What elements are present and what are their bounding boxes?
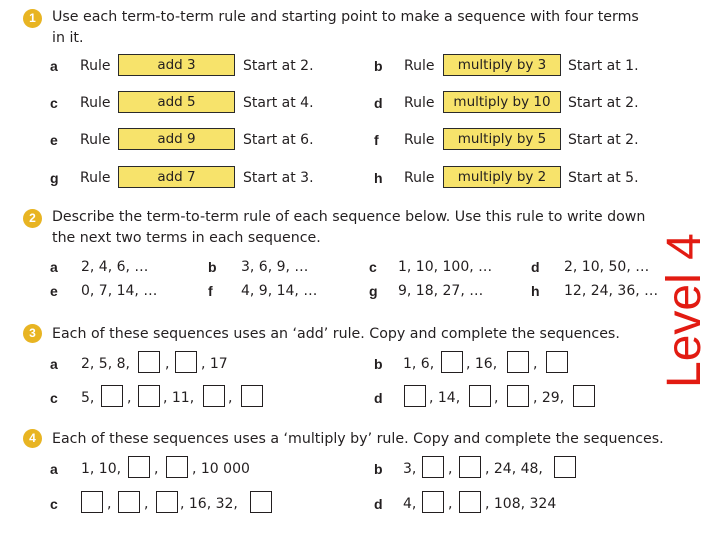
q2-sequence: 9, 18, 27, … (398, 283, 484, 299)
q4-answer-box[interactable] (128, 456, 150, 478)
q4-sequence-text: , 24, 48, (485, 461, 543, 477)
q4-answer-box[interactable] (118, 491, 140, 513)
q3-sequence-text: , 11, (163, 390, 195, 406)
q1-item-label: h (374, 170, 383, 186)
q4-answer-box[interactable] (554, 456, 576, 478)
q3-answer-box[interactable] (546, 351, 568, 373)
q2-item-label: f (208, 283, 213, 299)
q3-sequence-text: , 14, (429, 390, 461, 406)
q4-sequence-text: 4, (403, 496, 417, 512)
q1-rule-word: Rule (404, 132, 435, 148)
q4-item-label: b (374, 461, 383, 477)
q3-answer-box[interactable] (573, 385, 595, 407)
q3-sequence-text: , (165, 356, 170, 372)
q4-sequence-text: , 16, 32, (180, 496, 238, 512)
q3-sequence-text: 2, 5, 8, (81, 356, 130, 372)
q3-sequence-text: 1, 6, (403, 356, 435, 372)
q3-sequence-text: , (494, 390, 499, 406)
q1-start-text: Start at 5. (568, 170, 639, 186)
q2-item-label: b (208, 259, 217, 275)
q3-answer-box[interactable] (404, 385, 426, 407)
q1-start-text: Start at 2. (243, 58, 314, 74)
q3-item-label: d (374, 390, 383, 406)
q1-start-text: Start at 2. (568, 132, 639, 148)
q3-sequence-text: 5, (81, 390, 95, 406)
q1-rule-box: multiply by 5 (443, 128, 561, 150)
question-2-number: 2 (23, 209, 42, 228)
q4-sequence-text: 3, (403, 461, 417, 477)
q2-item-label: d (531, 259, 540, 275)
q1-rule-box: add 5 (118, 91, 235, 113)
q4-sequence-text: , (154, 461, 159, 477)
q1-rule-word: Rule (80, 58, 111, 74)
q2-sequence: 3, 6, 9, … (241, 259, 309, 275)
q3-sequence-text: , 29, (533, 390, 565, 406)
question-2-text-line2: the next two terms in each sequence. (52, 230, 321, 246)
q1-start-text: Start at 2. (568, 95, 639, 111)
q1-rule-word: Rule (80, 132, 111, 148)
q3-sequence-text: , 16, (466, 356, 498, 372)
q3-answer-box[interactable] (441, 351, 463, 373)
q3-answer-box[interactable] (507, 385, 529, 407)
question-2-text-line1: Describe the term-to-term rule of each sequence below. Use this rule to write down (52, 209, 646, 225)
q3-answer-box[interactable] (507, 351, 529, 373)
q1-item-label: b (374, 58, 383, 74)
q4-item-label: c (50, 496, 58, 512)
q4-answer-box[interactable] (459, 456, 481, 478)
question-1-number: 1 (23, 9, 42, 28)
q4-answer-box[interactable] (459, 491, 481, 513)
q2-sequence: 4, 9, 14, … (241, 283, 318, 299)
question-4-text: Each of these sequences uses a ‘multiply by’ rule. Copy and complete the sequences. (52, 431, 664, 447)
q4-answer-box[interactable] (81, 491, 103, 513)
q4-answer-box[interactable] (422, 491, 444, 513)
q2-sequence: 2, 4, 6, … (81, 259, 149, 275)
q3-answer-box[interactable] (469, 385, 491, 407)
q4-answer-box[interactable] (166, 456, 188, 478)
q2-sequence: 12, 24, 36, … (564, 283, 659, 299)
q2-item-label: a (50, 259, 58, 275)
q3-answer-box[interactable] (175, 351, 197, 373)
q4-answer-box[interactable] (422, 456, 444, 478)
q1-item-label: e (50, 132, 58, 148)
q4-answer-box[interactable] (250, 491, 272, 513)
question-3-text: Each of these sequences uses an ‘add’ rule. Copy and complete the sequences. (52, 326, 620, 342)
q3-sequence-text: , (228, 390, 233, 406)
level-label: Level 4 (658, 233, 711, 388)
q1-rule-box: add 3 (118, 54, 235, 76)
question-3-number: 3 (23, 324, 42, 343)
q4-answer-box[interactable] (156, 491, 178, 513)
q3-sequence-text: , 17 (201, 356, 228, 372)
q1-item-label: a (50, 58, 58, 74)
q4-sequence-text: , (448, 496, 453, 512)
q2-item-label: g (369, 283, 378, 299)
q1-rule-box: add 9 (118, 128, 235, 150)
q4-sequence-text: 1, 10, (81, 461, 122, 477)
q1-rule-box: add 7 (118, 166, 235, 188)
q2-sequence: 1, 10, 100, … (398, 259, 493, 275)
q1-rule-word: Rule (404, 95, 435, 111)
q3-sequence-text: , (127, 390, 132, 406)
q4-sequence-text: , 108, 324 (485, 496, 557, 512)
q2-sequence: 2, 10, 50, … (564, 259, 650, 275)
q1-start-text: Start at 1. (568, 58, 639, 74)
question-1-text-line1: Use each term-to-term rule and starting point to make a sequence with four terms (52, 9, 639, 25)
q3-item-label: c (50, 390, 58, 406)
q1-item-label: f (374, 132, 379, 148)
q4-item-label: d (374, 496, 383, 512)
q1-item-label: c (50, 95, 58, 111)
q3-answer-box[interactable] (138, 351, 160, 373)
q4-sequence-text: , (107, 496, 112, 512)
q1-item-label: g (50, 170, 59, 186)
q3-item-label: a (50, 356, 58, 372)
question-4-number: 4 (23, 429, 42, 448)
q1-rule-word: Rule (404, 170, 435, 186)
q3-item-label: b (374, 356, 383, 372)
q1-rule-box: multiply by 2 (443, 166, 561, 188)
q4-sequence-text: , (448, 461, 453, 477)
q1-start-text: Start at 6. (243, 132, 314, 148)
q2-item-label: h (531, 283, 540, 299)
q3-answer-box[interactable] (241, 385, 263, 407)
q1-start-text: Start at 3. (243, 170, 314, 186)
q3-sequence-text: , (533, 356, 538, 372)
q3-answer-box[interactable] (101, 385, 123, 407)
q4-sequence-text: , (144, 496, 149, 512)
q1-item-label: d (374, 95, 383, 111)
q1-rule-word: Rule (80, 95, 111, 111)
q1-rule-word: Rule (404, 58, 435, 74)
q1-rule-box: multiply by 10 (443, 91, 561, 113)
q2-sequence: 0, 7, 14, … (81, 283, 158, 299)
q3-answer-box[interactable] (203, 385, 225, 407)
q4-sequence-text: , 10 000 (192, 461, 250, 477)
question-1-text-line2: in it. (52, 30, 84, 46)
q1-rule-box: multiply by 3 (443, 54, 561, 76)
q2-item-label: c (369, 259, 377, 275)
q1-rule-word: Rule (80, 170, 111, 186)
q3-answer-box[interactable] (138, 385, 160, 407)
q1-start-text: Start at 4. (243, 95, 314, 111)
q4-item-label: a (50, 461, 58, 477)
q2-item-label: e (50, 283, 58, 299)
